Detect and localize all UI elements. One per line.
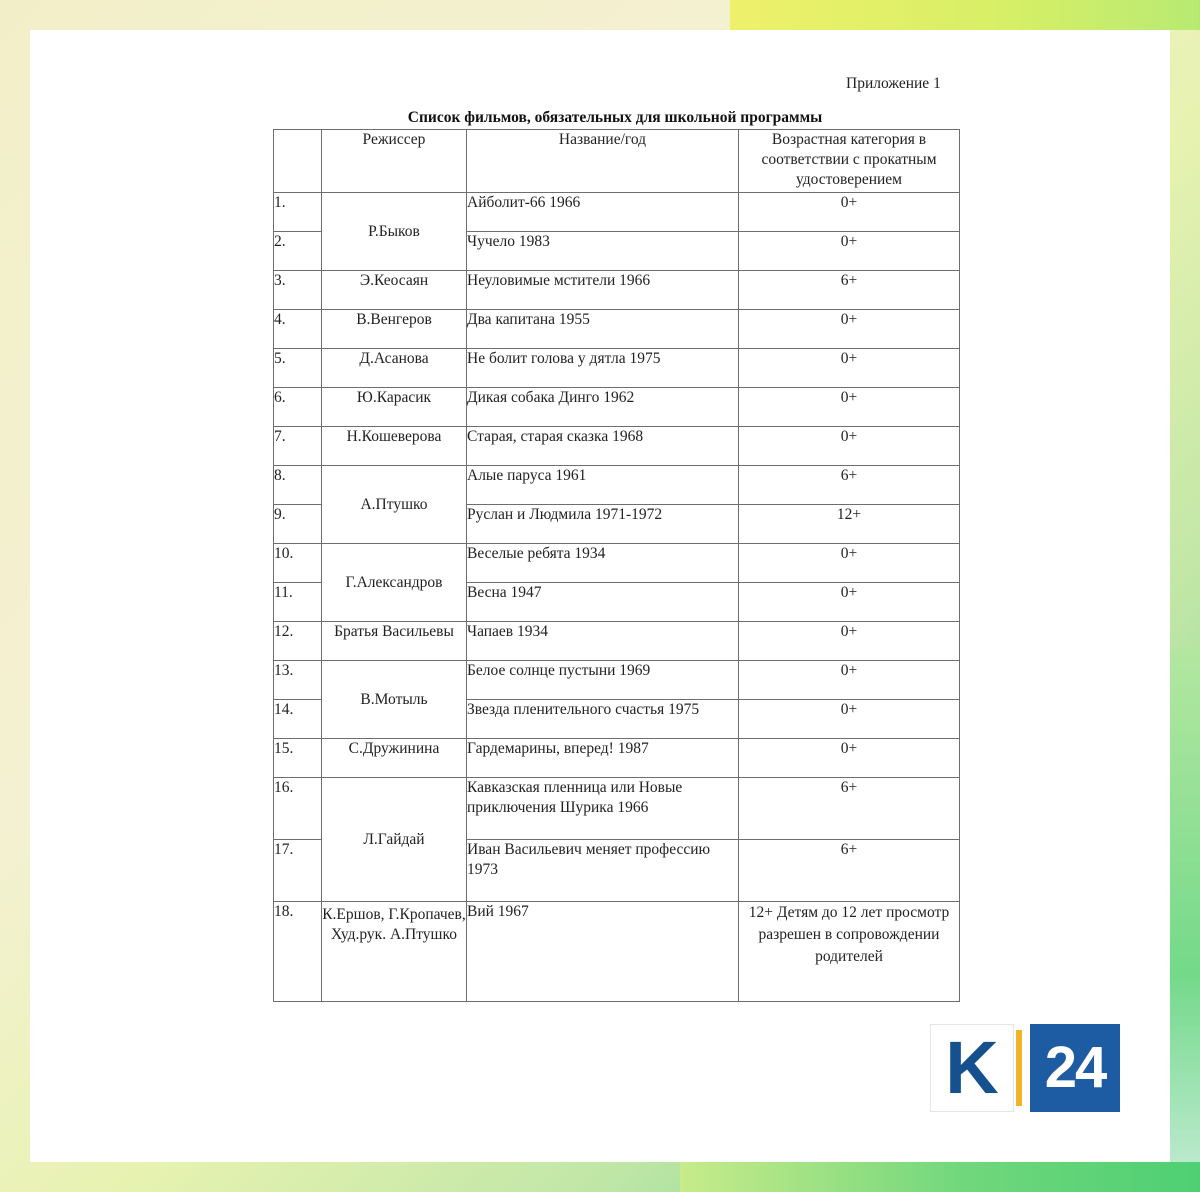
row-number: 18.	[274, 902, 322, 1002]
director-cell: Н.Кошеверова	[322, 427, 467, 466]
row-number: 14.	[274, 700, 322, 739]
row-number: 3.	[274, 271, 322, 310]
director-cell: Р.Быков	[322, 193, 467, 271]
row-number: 7.	[274, 427, 322, 466]
film-title: Два капитана 1955	[467, 310, 739, 349]
age-category: 6+	[739, 778, 960, 840]
table-header	[274, 130, 960, 193]
table-row	[274, 193, 960, 232]
table-row	[274, 310, 960, 349]
age-category: 6+	[739, 840, 960, 902]
age-category: 12+	[739, 505, 960, 544]
table-row	[274, 661, 960, 700]
table-row	[274, 388, 960, 427]
film-title: Айболит-66 1966	[467, 193, 739, 232]
row-number: 17.	[274, 840, 322, 902]
director-cell: Л.Гайдай	[322, 778, 467, 902]
logo-number: 24	[1030, 1024, 1120, 1112]
film-title: Вий 1967	[467, 902, 739, 1002]
age-category: 12+ Детям до 12 лет просмотр разрешен в сопровождении родителей	[739, 902, 960, 1002]
film-title: Гардемарины, вперед! 1987	[467, 739, 739, 778]
film-title: Дикая собака Динго 1962	[467, 388, 739, 427]
row-number: 12.	[274, 622, 322, 661]
age-category: 0+	[739, 349, 960, 388]
background-right-accent	[1170, 650, 1200, 1192]
age-category: 0+	[739, 388, 960, 427]
row-number: 1.	[274, 193, 322, 232]
logo-letter: K	[930, 1024, 1014, 1112]
director-cell: Д.Асанова	[322, 349, 467, 388]
table-row	[274, 902, 960, 1002]
director-cell: В.Венгеров	[322, 310, 467, 349]
table-row	[274, 427, 960, 466]
film-title: Белое солнце пустыни 1969	[467, 661, 739, 700]
table-row	[274, 271, 960, 310]
document-page	[30, 30, 1170, 1162]
film-title: Старая, старая сказка 1968	[467, 427, 739, 466]
age-category: 0+	[739, 583, 960, 622]
age-category: 6+	[739, 466, 960, 505]
film-title: Чучело 1983	[467, 232, 739, 271]
director-cell: А.Птушко	[322, 466, 467, 544]
age-category: 0+	[739, 544, 960, 583]
film-title: Веселые ребята 1934	[467, 544, 739, 583]
background-bottom-accent	[680, 1162, 1200, 1192]
age-category: 0+	[739, 193, 960, 232]
table-row	[274, 544, 960, 583]
director-cell: К.Ершов, Г.Кропачев, Худ.рук. А.Птушко	[322, 902, 467, 1002]
row-number: 10.	[274, 544, 322, 583]
age-category: 0+	[739, 232, 960, 271]
film-title: Иван Васильевич меняет профессию 1973	[467, 840, 739, 902]
header-number	[274, 130, 322, 193]
row-number: 8.	[274, 466, 322, 505]
film-table	[273, 129, 960, 1002]
age-category: 0+	[739, 622, 960, 661]
film-title: Руслан и Людмила 1971-1972	[467, 505, 739, 544]
film-title: Не болит голова у дятла 1975	[467, 349, 739, 388]
header-age-category: Возрастная категория в соответствии с прокатным удостоверением	[739, 130, 960, 193]
director-cell: С.Дружинина	[322, 739, 467, 778]
film-title: Звезда пленительного счастья 1975	[467, 700, 739, 739]
director-cell: Г.Александров	[322, 544, 467, 622]
row-number: 5.	[274, 349, 322, 388]
director-cell: Э.Кеосаян	[322, 271, 467, 310]
film-title: Алые паруса 1961	[467, 466, 739, 505]
logo-divider	[1016, 1030, 1022, 1106]
table-row	[274, 739, 960, 778]
director-cell: Ю.Карасик	[322, 388, 467, 427]
header-title: Название/год	[467, 130, 739, 193]
film-title: Чапаев 1934	[467, 622, 739, 661]
row-number: 16.	[274, 778, 322, 840]
row-number: 9.	[274, 505, 322, 544]
table-row	[274, 349, 960, 388]
age-category: 0+	[739, 739, 960, 778]
header-director: Режиссер	[322, 130, 467, 193]
table-row	[274, 778, 960, 840]
film-title: Неуловимые мстители 1966	[467, 271, 739, 310]
table-row	[274, 622, 960, 661]
age-category: 0+	[739, 700, 960, 739]
row-number: 15.	[274, 739, 322, 778]
director-cell: Братья Васильевы	[322, 622, 467, 661]
row-number: 13.	[274, 661, 322, 700]
row-number: 4.	[274, 310, 322, 349]
row-number: 11.	[274, 583, 322, 622]
k24-logo	[930, 1024, 1120, 1112]
age-category: 0+	[739, 661, 960, 700]
background-top-accent	[730, 0, 1200, 30]
age-category: 0+	[739, 427, 960, 466]
film-title: Весна 1947	[467, 583, 739, 622]
age-category: 0+	[739, 310, 960, 349]
document-title: Список фильмов, обязательных для школьной программы	[407, 109, 823, 126]
appendix-label: Приложение 1	[846, 75, 941, 92]
row-number: 2.	[274, 232, 322, 271]
director-cell: В.Мотыль	[322, 661, 467, 739]
row-number: 6.	[274, 388, 322, 427]
table-row	[274, 466, 960, 505]
age-category: 6+	[739, 271, 960, 310]
film-title: Кавказская пленница или Новые приключения Шурика 1966	[467, 778, 739, 840]
